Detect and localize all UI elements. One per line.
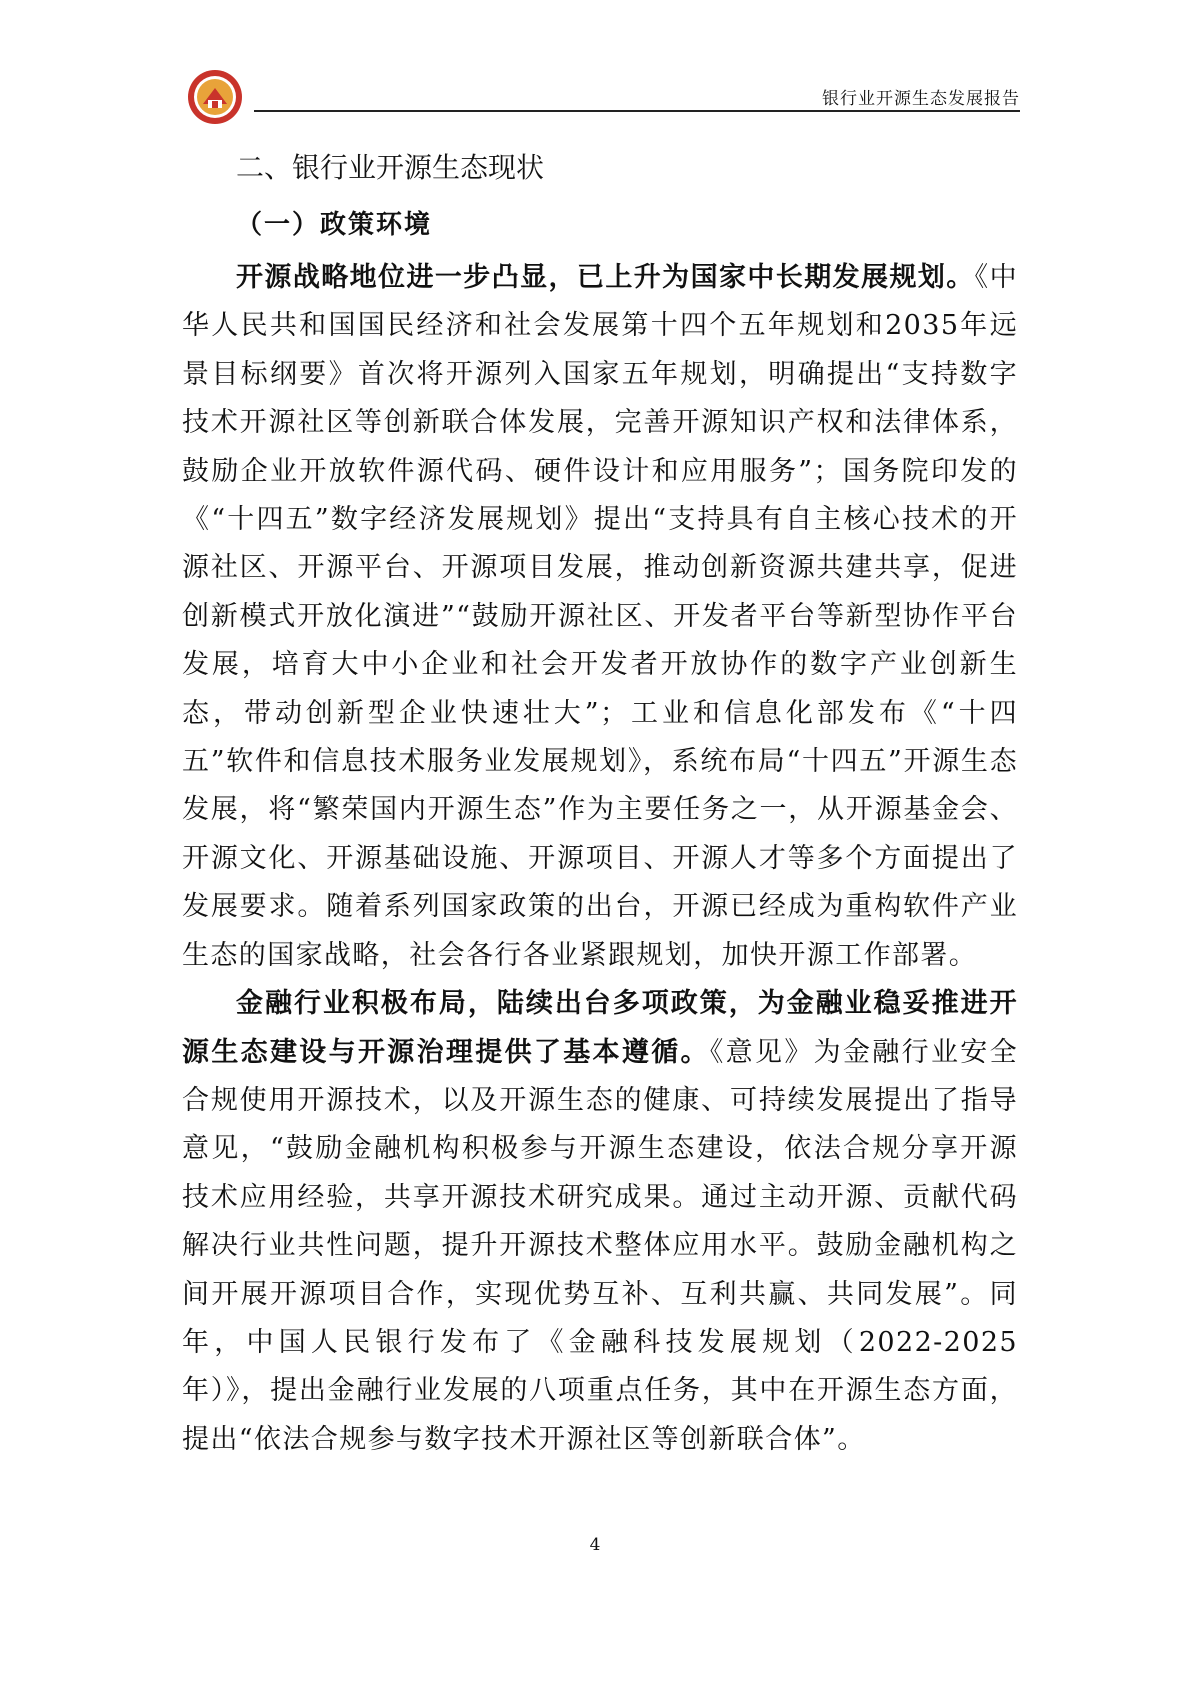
organization-seal-icon [186,68,244,126]
subsection-title: （一）政策环境 [236,210,433,240]
page-number: 4 [589,1535,601,1555]
paragraph-body: 《中华人民共和国国民经济和社会发展第十四个五年规划和2035年远景目标纲要》首次将开源列入国家五年规划，明确提出“支持数字技术开源社区等创新联合体发展，完善开源知识产权和法律体系，鼓励企业开放软件源代码、硬件设计和应用服务”；国务院印发的《“十四五”数字经济发展规划》提出“支持具有自主核心技术的开源社区、开源平台、开源项目发展，推动创新资源共建共享，促进创新模式开放化演进”“鼓励开源社区、开发者平台等新型协作平台发展，培育大中小企业和社会开发者开放协作的数字产业创新生态，带动创新型企业快速壮大”；工业和信息化部发布《“十四五”软件和信息技术服务业发展规划》，系统布局“十四五”开源生态发展，将“繁荣国内开源生态”作为主要任务之一，从开源基金会、开源文化、开源基础设施、开源项目、开源人才等多个方面提出了发展要求。随着系列国家政策的出台，开源已经成为重构软件产业生态的国家战略，社会各行各业紧跟规划，加快开源工作部署。 [182,262,1018,971]
section-title: 二、银行业开源生态现状 [236,151,545,184]
header-divider [254,110,1020,112]
page-header [186,68,1020,112]
paragraph-lead: 金融行业积极布局，陆续出台多项政策，为金融业稳妥推进开源生态建设与开源治理提供了基本遵循。 [182,988,1018,1068]
paragraph [182,980,1018,1464]
document-body [182,140,1018,1464]
header-title: 银行业开源生态发展报告 [822,89,1020,109]
paragraph-body: 《意见》为金融行业安全合规使用开源技术，以及开源生态的健康、可持续发展提出了指导意见，“鼓励金融机构积极参与开源生态建设，依法合规分享开源技术应用经验，共享开源技术研究成果。通过主动开源、贡献代码解决行业共性问题，提升开源技术整体应用水平。鼓励金融机构之间开展开源项目合作，实现优势互补、互利共赢、共同发展”。同年，中国人民银行发布了《金融科技发展规划（2022-2025年）》，提出金融行业发展的八项重点任务，其中在开源生态方面，提出“依法合规参与数字技术开源社区等创新联合体”。 [182,1036,1018,1455]
paragraph [182,254,1018,980]
paragraph-lead: 开源战略地位进一步凸显，已上升为国家中长期发展规划。 [236,262,975,293]
